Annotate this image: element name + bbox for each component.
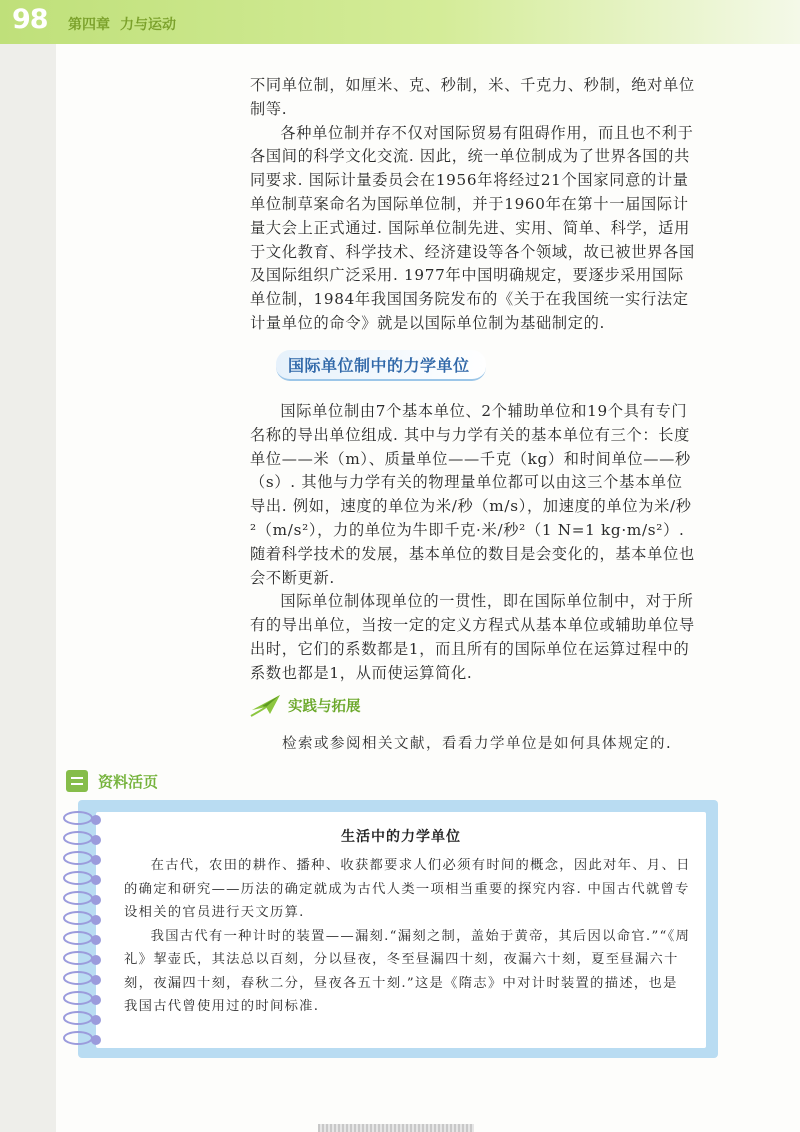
intro-paragraph-2: 各种单位制并存不仅对国际贸易有阻碍作用，而且也不利于各国间的科学文化交流. 因此，统一单位制成为了世界各国的共同要求. 国际计量委员会在1956年将经过21个国家同意的计量单位制草案命名为国际单位制，并于1960年在第十一届国际计量大会上正式通过. 国际单位制先进、实用、简单、科学，适用于文化教育、科学技术、经济建设等各个领域，故已被世界各国及国际组织广泛采用. 1977年中国明确规定，要逐步采用国际单位制，1984年我国国务院发布的《关于在我国统一实行法定计量单位的命令》就是以国际单位制为基础制定的. <box>250 123 695 332</box>
footer-decoration <box>318 1124 474 1132</box>
chapter-heading <box>68 14 176 34</box>
page-number: 98 <box>12 4 48 35</box>
practice-heading <box>250 692 361 718</box>
chapter-title: 力与运动 <box>120 17 176 33</box>
notebook-icon <box>66 770 88 792</box>
section-text <box>250 400 696 686</box>
page-header <box>0 0 800 44</box>
resource-paragraph-2: 我国古代有一种计时的装置——漏刻.“漏刻之制，盖始于黄帝，其后因以命官.”“《周礼》挈壶氏，其法总以百刻，分以昼夜，冬至昼漏四十刻，夜漏六十刻，夏至昼漏六十刻，夜漏四十刻，春秋二分，昼夜各五十刻.”这是《隋志》中对计时装置的描述，也是我国古代曾使用过的时间标准. <box>124 928 691 1014</box>
paper-plane-icon <box>250 692 284 718</box>
section-paragraph-2: 国际单位制体现单位的一贯性，即在国际单位制中，对于所有的导出单位，当按一定的定义方程式从基本单位或辅助单位导出时，它们的系数都是1，而且所有的国际单位在运算过程中的系数也都是1，从而使运算简化. <box>250 592 695 682</box>
practice-text: 检索或参阅相关文献，看看力学单位是如何具体规定的. <box>282 736 673 752</box>
resource-box-title: 生活中的力学单位 <box>341 829 461 845</box>
chapter-number: 第四章 <box>68 17 110 33</box>
left-margin-bar <box>0 44 56 1132</box>
section-paragraph-1: 国际单位制由7个基本单位、2个辅助单位和19个具有专门名称的导出单位组成. 其中与力学有关的基本单位有三个：长度单位——米（m）、质量单位——千克（kg）和时间单位——秒（s）. 其他与力学有关的物理量单位都可以由这三个基本单位导出. 例如，速度的单位为米/秒（m/s），加速度的单位为米/秒²（m/s²），力的单位为牛即千克·米/秒²（1 N=1 kg·m/s²）. 随着科学技术的发展，基本单位的数目是会变化的，基本单位也会不断更新. <box>250 402 695 587</box>
practice-label: 实践与拓展 <box>288 698 361 715</box>
resource-heading <box>66 770 158 792</box>
intro-text <box>250 74 696 336</box>
intro-paragraph-1: 不同单位制，如厘米、克、秒制，米、千克力、秒制，绝对单位制等. <box>250 76 695 118</box>
resource-label: 资料活页 <box>98 772 159 791</box>
resource-box-text <box>124 854 692 1019</box>
section-title: 国际单位制中的力学单位 <box>276 350 486 381</box>
resource-paragraph-1: 在古代，农田的耕作、播种、收获都要求人们必须有时间的概念，因此对年、月、日的确定和研究——历法的确定就成为古代人类一项相当重要的探究内容. 中国古代就曾专设相关的官员进行天文历算. <box>124 858 691 920</box>
